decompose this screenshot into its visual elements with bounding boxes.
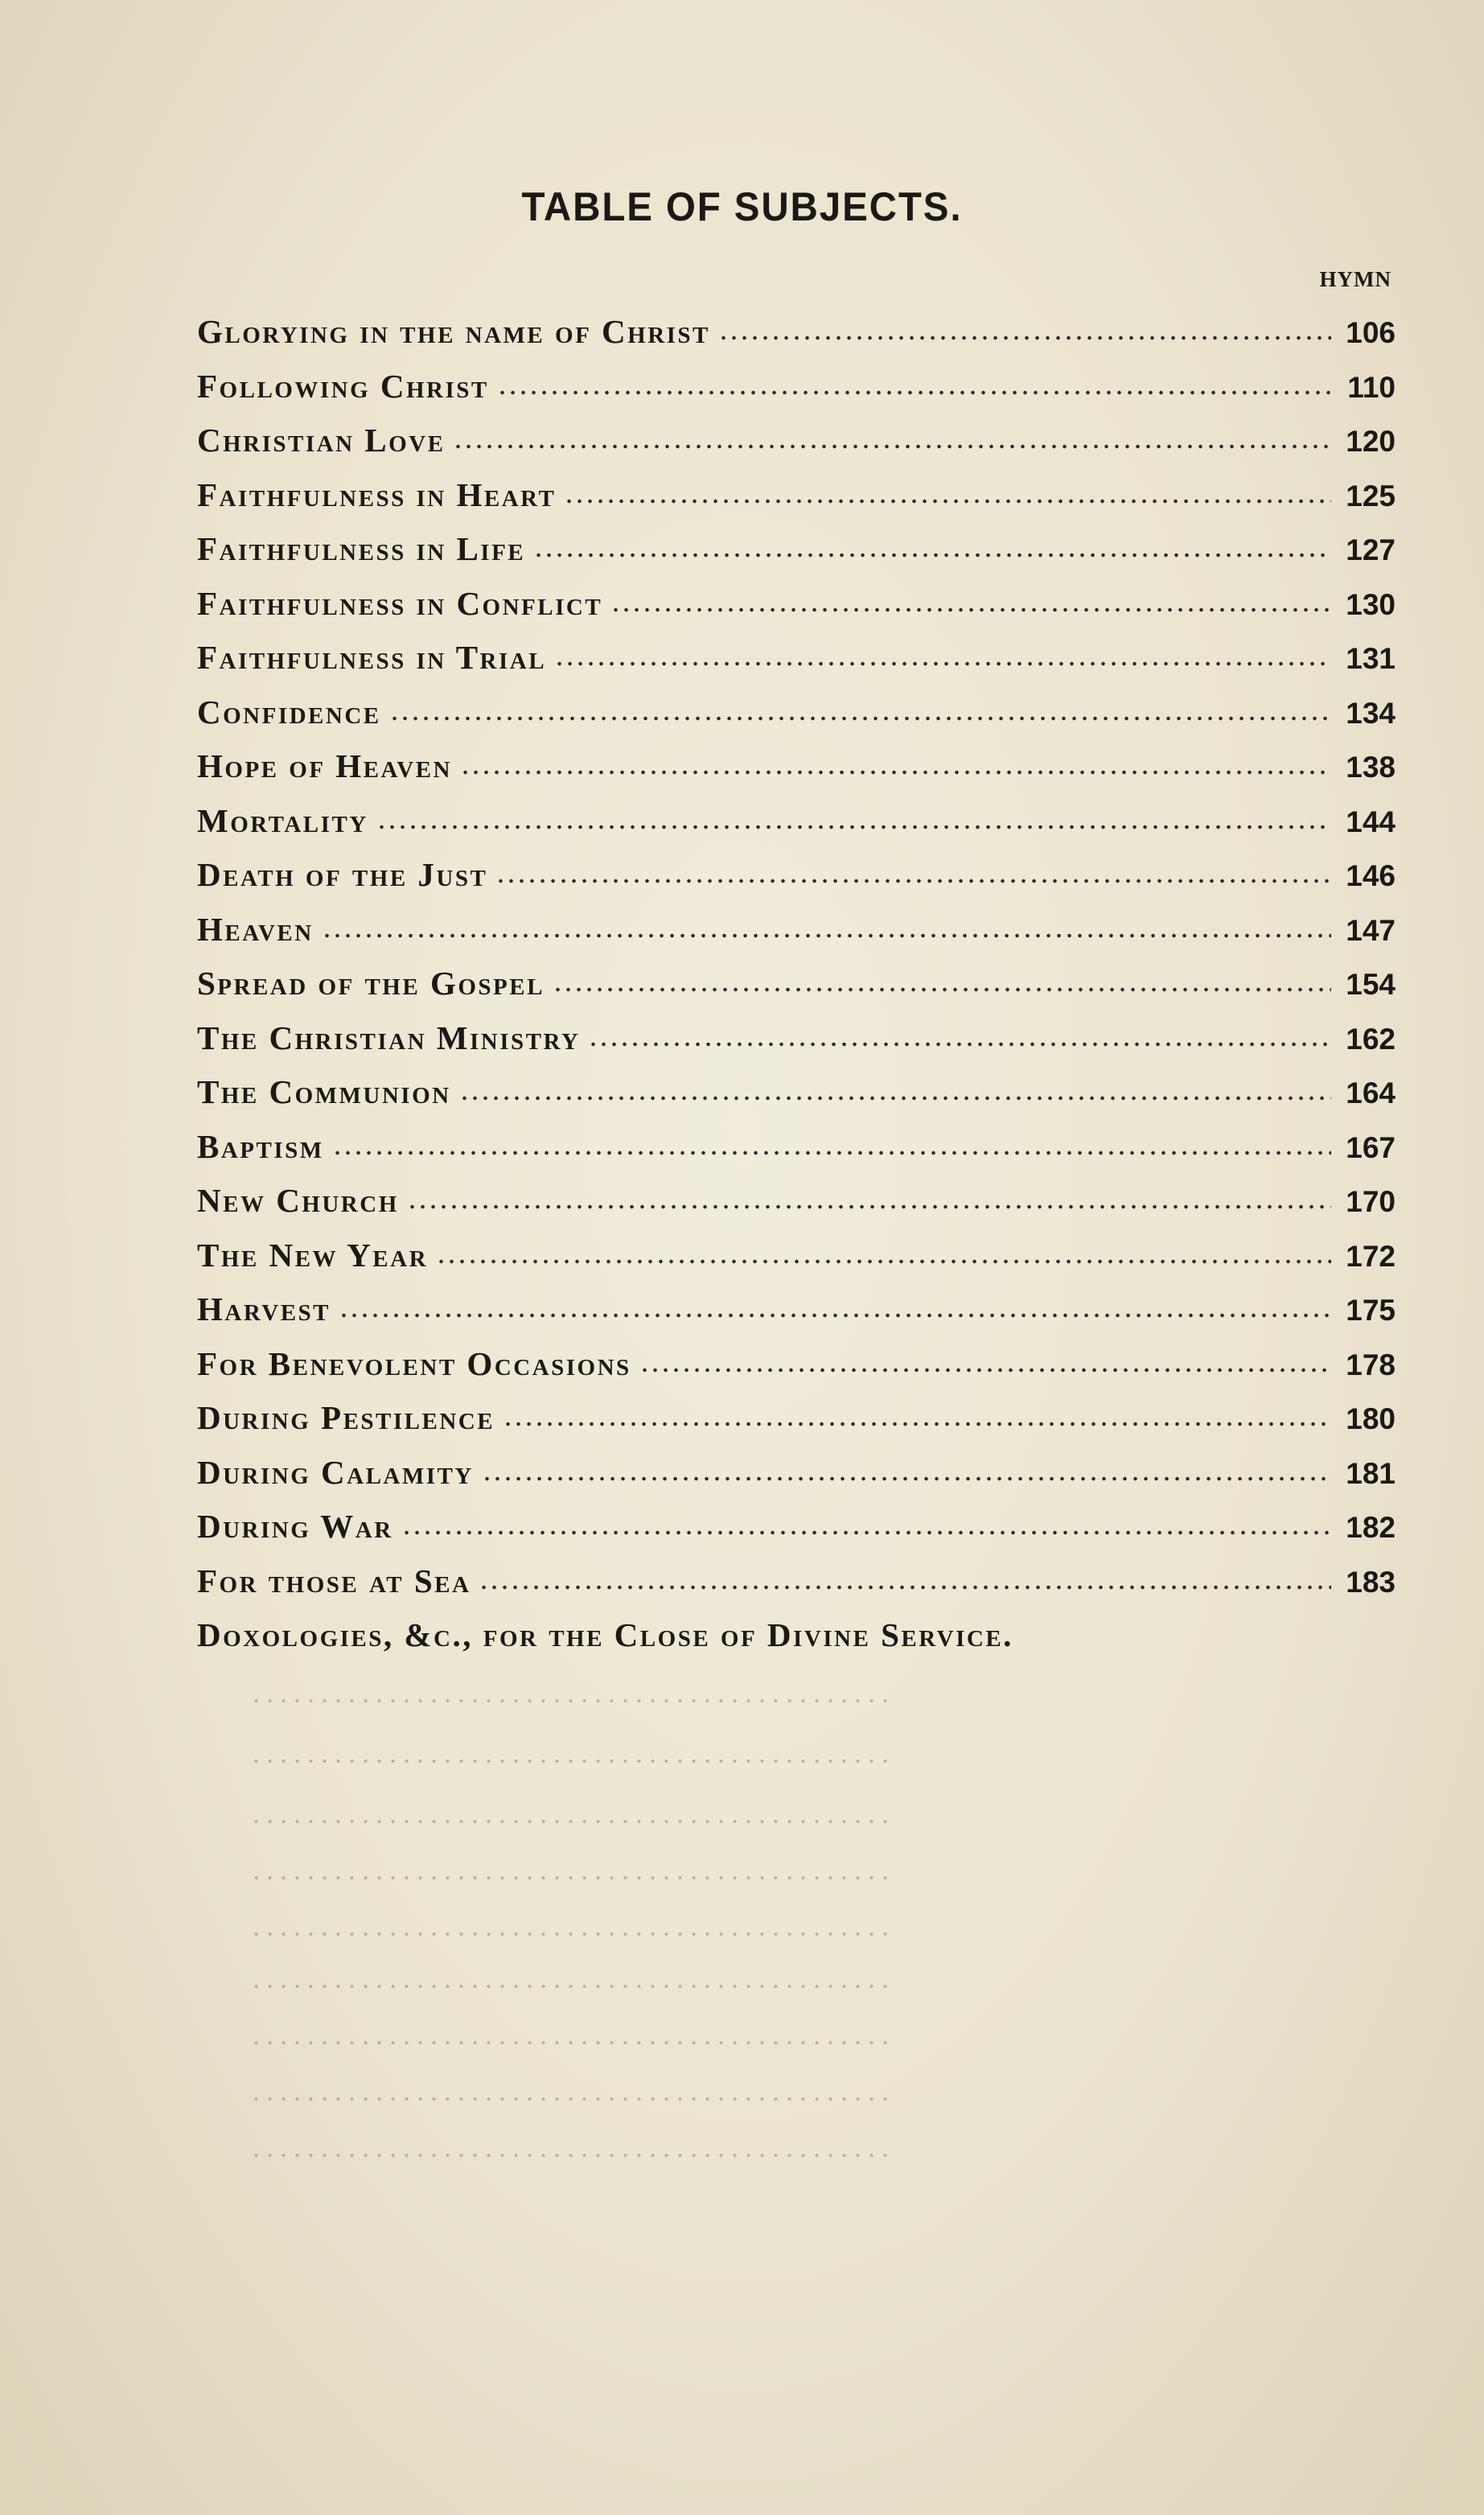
dot-leader — [639, 1365, 1331, 1375]
toc-subject: Confidence — [197, 693, 381, 731]
toc-hymn-number: 120 — [1346, 425, 1396, 458]
toc-hymn-number: 178 — [1346, 1348, 1396, 1381]
toc-hymn-number: 180 — [1346, 1402, 1396, 1435]
dot-leader — [460, 768, 1331, 777]
toc-subject: Mortality — [197, 801, 368, 839]
toc-hymn-number: 127 — [1346, 533, 1396, 566]
toc-row — [197, 1562, 1396, 1616]
dot-leader — [482, 1474, 1331, 1484]
toc-hymn-number: 125 — [1346, 479, 1396, 512]
dot-leader — [718, 333, 1331, 343]
toc-row — [197, 1181, 1396, 1236]
dot-leader — [407, 1202, 1331, 1212]
show-through-dots — [249, 1758, 893, 1764]
dot-leader — [588, 1039, 1331, 1049]
dot-leader — [376, 822, 1331, 832]
dot-leader — [401, 1528, 1331, 1537]
toc-row — [197, 855, 1396, 910]
dot-leader — [495, 876, 1331, 886]
toc-hymn-number: 167 — [1346, 1130, 1396, 1164]
toc-hymn-number: 183 — [1346, 1565, 1396, 1599]
toc-row — [197, 1507, 1396, 1562]
toc-row — [197, 1236, 1396, 1290]
toc-hymn-number: 172 — [1346, 1239, 1396, 1273]
toc-subject: Death of the Just — [197, 856, 488, 893]
toc-hymn-number: 154 — [1346, 968, 1396, 1001]
toc-subject: For Benevolent Occasions — [197, 1344, 631, 1382]
toc-row — [197, 1398, 1396, 1453]
toc-hymn-number: 146 — [1346, 859, 1396, 892]
toc-hymn-number: 162 — [1346, 1022, 1396, 1056]
page-title: TABLE OF SUBJECTS. — [521, 184, 963, 229]
dot-leader — [497, 388, 1331, 397]
toc-row — [197, 1127, 1396, 1182]
toc-row — [197, 584, 1396, 639]
toc-hymn-number: 130 — [1346, 587, 1396, 621]
toc-hymn-number: 175 — [1346, 1294, 1396, 1327]
toc-hymn-number: 164 — [1346, 1076, 1396, 1109]
toc-hymn-number: 182 — [1346, 1511, 1396, 1544]
dot-leader — [389, 714, 1331, 723]
toc-hymn-number: 134 — [1346, 696, 1396, 730]
toc-row — [197, 910, 1396, 965]
toc-subject: New Church — [197, 1182, 399, 1219]
toc-subject: Heaven — [197, 910, 314, 948]
toc-row — [197, 421, 1396, 475]
show-through-dots — [249, 1983, 893, 1990]
toc-hymn-number: 131 — [1346, 642, 1396, 675]
show-through-dots — [249, 2096, 893, 2102]
toc-subject: Faithfulness in Life — [197, 530, 526, 567]
dot-leader — [479, 1583, 1331, 1592]
toc-subject: The New Year — [197, 1236, 429, 1274]
toc-subject: The Communion — [197, 1073, 451, 1110]
show-through-dots — [249, 1931, 893, 1937]
toc-hymn-number: 106 — [1346, 316, 1396, 349]
dot-leader — [610, 605, 1331, 615]
toc-subject: For those at Sea — [197, 1562, 471, 1599]
table-of-subjects — [197, 312, 1396, 1670]
dot-leader — [322, 931, 1331, 941]
toc-subject: Baptism — [197, 1127, 324, 1165]
toc-subject: Hope of Heaven — [197, 747, 452, 784]
show-through-dots — [249, 1818, 893, 1825]
toc-subject: Glorying in the name of Christ — [197, 313, 710, 350]
toc-row — [197, 638, 1396, 693]
toc-row — [197, 529, 1396, 584]
toc-subject: During Calamity — [197, 1453, 474, 1491]
toc-row — [197, 1290, 1396, 1344]
toc-hymn-number: 110 — [1347, 370, 1396, 404]
show-through-dots — [249, 1875, 893, 1881]
dot-leader — [453, 442, 1331, 451]
dot-leader — [332, 1148, 1331, 1158]
toc-subject: The Christian Ministry — [197, 1019, 581, 1056]
toc-row — [197, 1616, 1396, 1670]
dot-leader — [553, 985, 1331, 994]
toc-subject: Faithfulness in Conflict — [197, 584, 603, 622]
dot-leader — [533, 550, 1331, 560]
toc-subject: Christian Love — [197, 422, 446, 459]
show-through-dots — [249, 1698, 893, 1704]
toc-row — [197, 1344, 1396, 1399]
dot-leader — [564, 496, 1331, 506]
toc-row — [197, 801, 1396, 856]
toc-row — [197, 1072, 1396, 1127]
dot-leader — [554, 659, 1331, 669]
toc-hymn-number: 138 — [1346, 751, 1396, 784]
toc-subject: Spread of the Gospel — [197, 965, 545, 1002]
toc-row — [197, 1019, 1396, 1073]
toc-row — [197, 693, 1396, 747]
toc-row — [197, 367, 1396, 422]
toc-subject: Doxologies, &c., for the Close of Divine Service. — [197, 1616, 1013, 1653]
toc-row — [197, 475, 1396, 530]
toc-subject: Faithfulness in Heart — [197, 475, 557, 513]
toc-hymn-number: 144 — [1346, 805, 1396, 838]
dot-leader — [459, 1093, 1331, 1103]
hymn-column-header: HYMN — [1319, 267, 1392, 291]
toc-subject: During War — [197, 1508, 393, 1545]
show-through-dots — [249, 2040, 893, 2046]
dot-leader — [503, 1419, 1331, 1429]
toc-subject: Harvest — [197, 1290, 331, 1327]
toc-hymn-number: 170 — [1346, 1185, 1396, 1218]
toc-subject: Following Christ — [197, 367, 489, 405]
toc-row — [197, 964, 1396, 1019]
toc-hymn-number: 147 — [1346, 913, 1396, 947]
toc-row — [197, 1453, 1396, 1508]
toc-subject: During Pestilence — [197, 1399, 495, 1436]
toc-hymn-number: 181 — [1346, 1456, 1396, 1490]
show-through-dots — [249, 2152, 893, 2159]
dot-leader — [339, 1311, 1331, 1320]
toc-subject: Faithfulness in Trial — [197, 639, 547, 676]
dot-leader — [436, 1257, 1331, 1266]
toc-row — [197, 747, 1396, 801]
toc-row — [197, 312, 1396, 367]
